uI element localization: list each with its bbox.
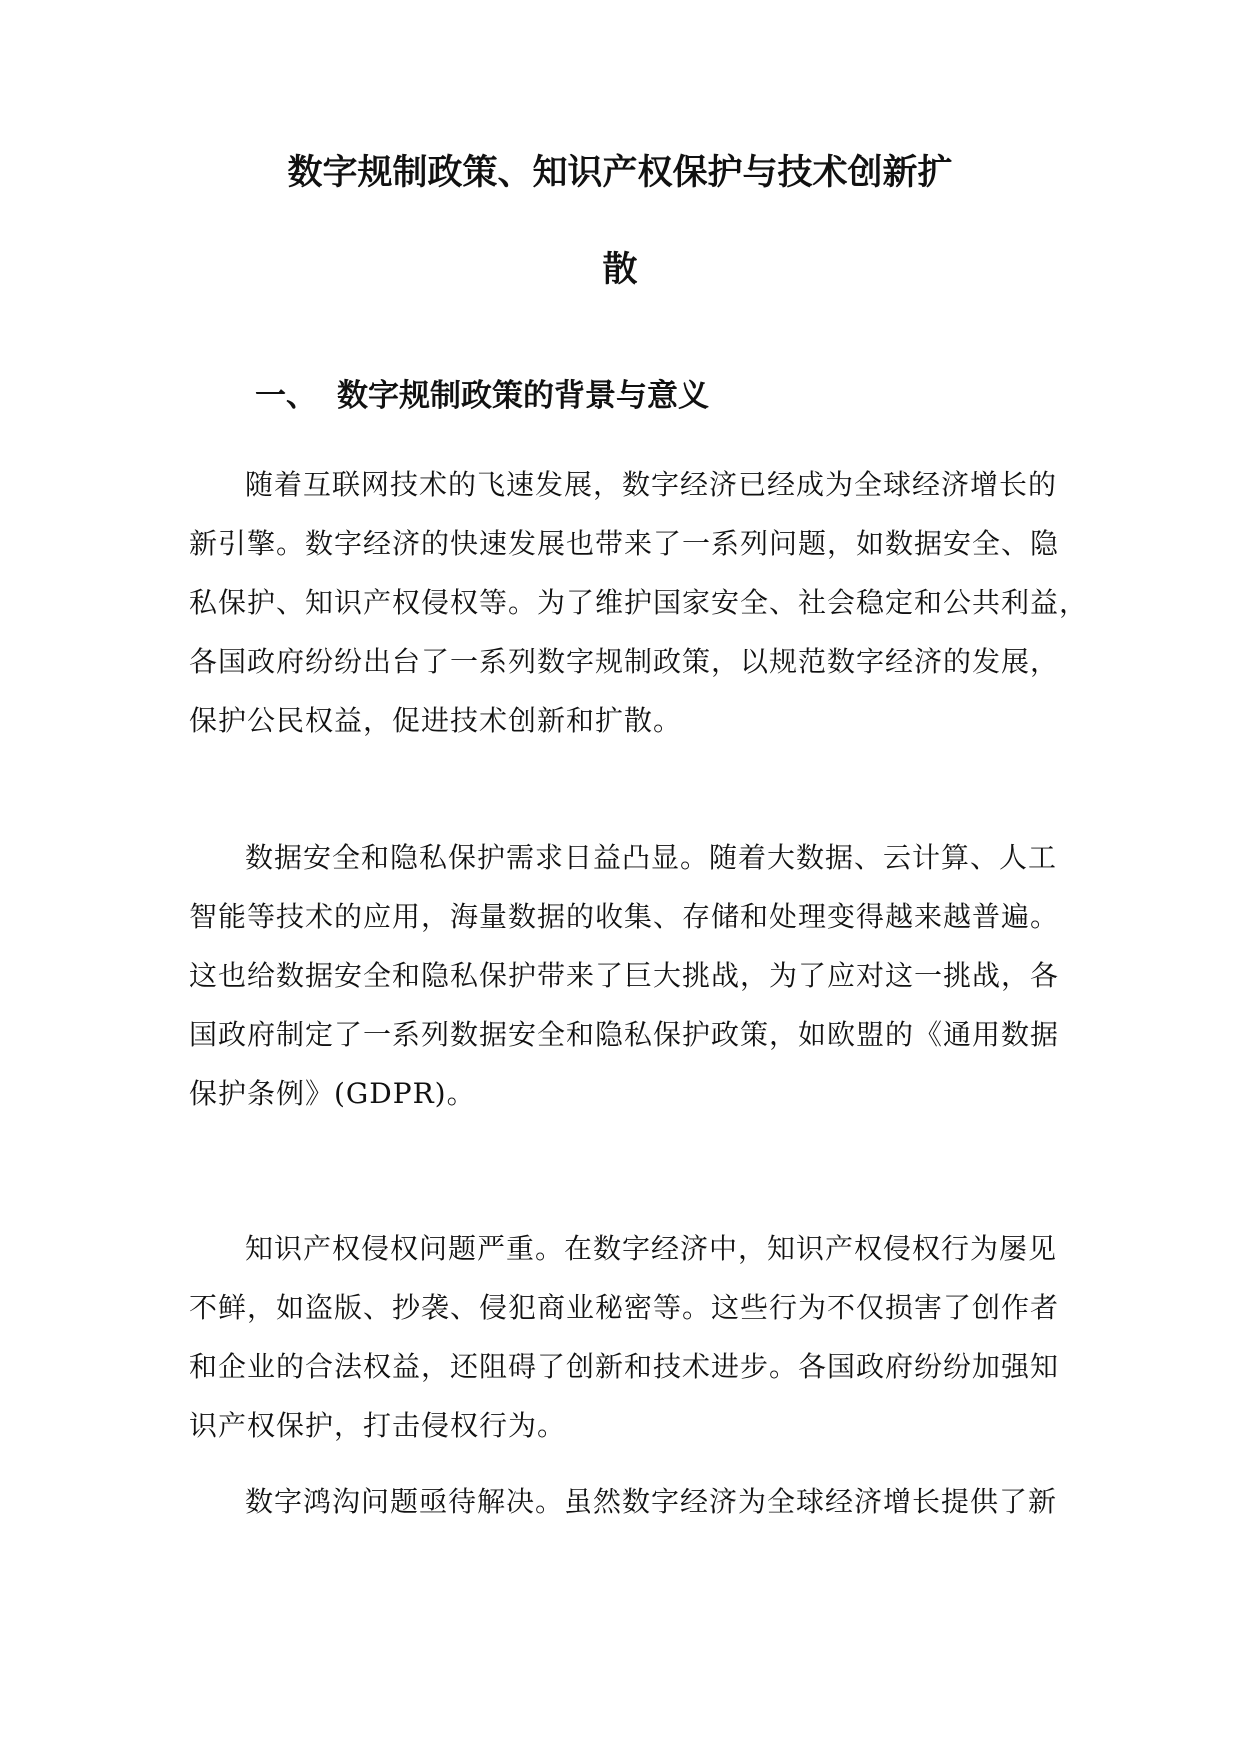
paragraph-line: 保护条例》(GDPR)。 [189,1077,476,1110]
paragraph-line: 和企业的合法权益，还阻碍了创新和技术进步。各国政府纷纷加强知 [189,1350,1060,1383]
paragraph-line: 识产权保护，打击侵权行为。 [189,1409,567,1442]
section-heading [255,378,709,414]
paragraph-4 [189,1472,1069,1531]
paragraph-line: 知识产权侵权问题严重。在数字经济中，知识产权侵权行为屡见 [245,1232,1058,1265]
paragraph-line: 数据安全和隐私保护需求日益凸显。随着大数据、云计算、人工 [245,841,1058,874]
paragraph-2 [189,828,1069,1123]
paragraph-line: 国政府制定了一系列数据安全和隐私保护政策，如欧盟的《通用数据 [189,1018,1060,1051]
paragraph-line: 私保护、知识产权侵权等。为了维护国家安全、社会稳定和公共利益， [189,586,1089,619]
paragraph-line: 这也给数据安全和隐私保护带来了巨大挑战，为了应对这一挑战，各 [189,959,1060,992]
paragraph-line: 各国政府纷纷出台了一系列数字规制政策，以规范数字经济的发展， [189,645,1060,678]
paragraph-line: 不鲜，如盗版、抄袭、侵犯商业秘密等。这些行为不仅损害了创作者 [189,1291,1060,1324]
document-title-line-2: 散 [602,249,638,290]
section-number: 一、 [255,378,317,414]
paragraph-line: 新引擎。数字经济的快速发展也带来了一系列问题，如数据安全、隐 [189,527,1060,560]
paragraph-line: 随着互联网技术的飞速发展，数字经济已经成为全球经济增长的 [245,468,1058,501]
document-title-line-1: 数字规制政策、知识产权保护与技术创新扩 [287,152,953,193]
section-heading-text: 数字规制政策的背景与意义 [337,378,709,414]
paragraph-line: 数字鸿沟问题亟待解决。虽然数字经济为全球经济增长提供了新 [245,1485,1058,1518]
paragraph-line: 保护公民权益，促进技术创新和扩散。 [189,704,683,737]
paragraph-3 [189,1219,1069,1455]
paragraph-line: 智能等技术的应用，海量数据的收集、存储和处理变得越来越普遍。 [189,900,1060,933]
paragraph-1 [189,455,1089,750]
